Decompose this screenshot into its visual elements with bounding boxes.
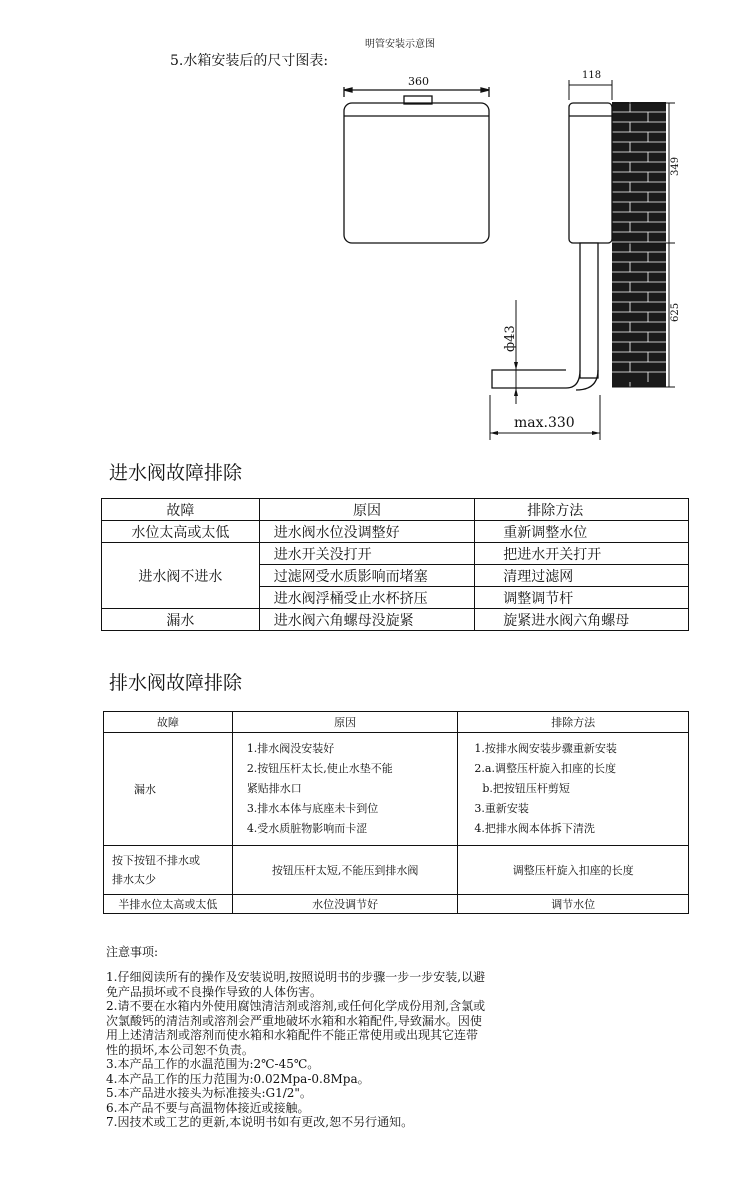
fix-cell: 清理过滤网 <box>475 565 689 587</box>
fix-item: 1.按排水阀安装步骤重新安装 <box>474 742 617 755</box>
dim-tank-height-label: 349 <box>670 156 681 176</box>
fault-line: 按下按钮不排水或 <box>112 854 200 867</box>
tank-dimension-drawing <box>0 0 750 450</box>
drain-troubleshooting-table <box>103 711 689 914</box>
note-item: 2.请不要在水箱内外使用腐蚀清洁剂或溶剂,或任何化学成份用剂,含氯或次氯酸钙的清洁剂或溶剂会严重地破坏水箱和水箱配件,导致漏水。因使用上述清洁剂或溶剂而使水箱和水箱配件不能正常使用或出现其它连带性的损坏,本公司恕不负责。 <box>106 999 486 1057</box>
fix-cell: 调整压杆旋入扣座的长度 <box>458 846 689 895</box>
header-cause: 原因 <box>232 712 458 733</box>
fix-cell: 重新调整水位 <box>475 521 689 543</box>
front-view-tank <box>344 87 489 243</box>
note-item: 7.因技术或工艺的更新,本说明书如有更改,恕不另行通知。 <box>106 1115 414 1129</box>
diagram-section-title: 5.水箱安装后的尺寸图表: <box>170 53 329 69</box>
fault-cell <box>104 846 233 895</box>
cause-cell: 进水阀水位没调整好 <box>259 521 475 543</box>
table-header-row <box>102 499 689 521</box>
fault-cell: 水位太高或太低 <box>102 521 260 543</box>
cause-cell: 水位没调节好 <box>232 895 458 914</box>
fix-item: b.把按钮压杆剪短 <box>482 782 570 795</box>
dim-depth-label: 118 <box>582 70 602 81</box>
dim-width-label: 360 <box>408 75 429 88</box>
table-row <box>102 609 689 631</box>
brick-wall <box>612 102 666 387</box>
note-item: 3.本产品工作的水温范围为:2℃-45℃。 <box>106 1057 320 1071</box>
cause-cell: 进水阀浮桶受止水杯挤压 <box>259 587 475 609</box>
cause-cell: 进水开关没打开 <box>259 543 475 565</box>
diagram-header: 明管安装示意图 <box>365 39 435 50</box>
cause-item: 3.排水本体与底座未卡到位 <box>246 802 379 815</box>
table-row <box>104 846 689 895</box>
cause-cell: 按钮压杆太短,不能压到排水阀 <box>232 846 458 895</box>
fix-cell: 调整调节杆 <box>475 587 689 609</box>
notes-list <box>106 970 486 1130</box>
table-header-row <box>104 712 689 733</box>
header-fix: 排除方法 <box>458 712 689 733</box>
table-row <box>104 895 689 914</box>
notes-title: 注意事项: <box>106 945 159 959</box>
fix-cell: 旋紧进水阀六角螺母 <box>475 609 689 631</box>
fix-cell: 把进水开关打开 <box>475 543 689 565</box>
table-row <box>102 543 689 565</box>
fault-cell: 半排水位太高或太低 <box>104 895 233 914</box>
table-row <box>102 521 689 543</box>
note-item: 5.本产品进水接头为标准接头:G1/2"。 <box>106 1086 312 1100</box>
cause-cell: 进水阀六角螺母没旋紧 <box>259 609 475 631</box>
table-row <box>104 733 689 846</box>
cause-item: 紧贴排水口 <box>246 782 302 795</box>
inlet-section-title: 进水阀故障排除 <box>109 462 243 484</box>
cause-item: 4.受水质脏物影响而卡涩 <box>246 822 368 835</box>
inlet-troubleshooting-table <box>101 498 689 631</box>
cause-item: 1.排水阀没安装好 <box>246 742 335 755</box>
fault-cell: 漏水 <box>104 733 233 846</box>
fix-list-cell <box>458 733 689 846</box>
fault-cell: 进水阀不进水 <box>102 543 260 609</box>
drain-section-title: 排水阀故障排除 <box>109 672 243 694</box>
cause-cell: 过滤网受水质影响而堵塞 <box>259 565 475 587</box>
fault-cell: 漏水 <box>102 609 260 631</box>
cause-list-cell <box>232 733 458 846</box>
fix-item: 2.a.调整压杆旋入扣座的长度 <box>474 762 616 775</box>
header-cause: 原因 <box>259 499 475 521</box>
cause-item: 2.按钮压杆太长,使止水垫不能 <box>246 762 393 775</box>
dim-max-reach-label: max.330 <box>514 415 575 431</box>
header-fault: 故障 <box>104 712 233 733</box>
fix-item: 4.把排水阀本体拆下清洗 <box>474 822 595 835</box>
fix-item: 3.重新安装 <box>474 802 529 815</box>
fault-line: 排水太少 <box>112 873 156 886</box>
header-fix: 排除方法 <box>475 499 689 521</box>
dim-pipe-diameter-label: ф43 <box>503 325 518 352</box>
dim-pipe-height-label: 625 <box>670 302 681 322</box>
note-item: 4.本产品工作的压力范围为:0.02Mpa-0.8Mpa。 <box>106 1071 370 1086</box>
note-item: 6.本产品不要与高温物体接近或接触。 <box>106 1100 310 1115</box>
header-fault: 故障 <box>102 499 260 521</box>
note-item: 1.仔细阅读所有的操作及安装说明,按照说明书的步骤一步一步安装,以避免产品损坏或不良操作导致的人体伤害。 <box>106 970 486 999</box>
fix-cell: 调节水位 <box>458 895 689 914</box>
